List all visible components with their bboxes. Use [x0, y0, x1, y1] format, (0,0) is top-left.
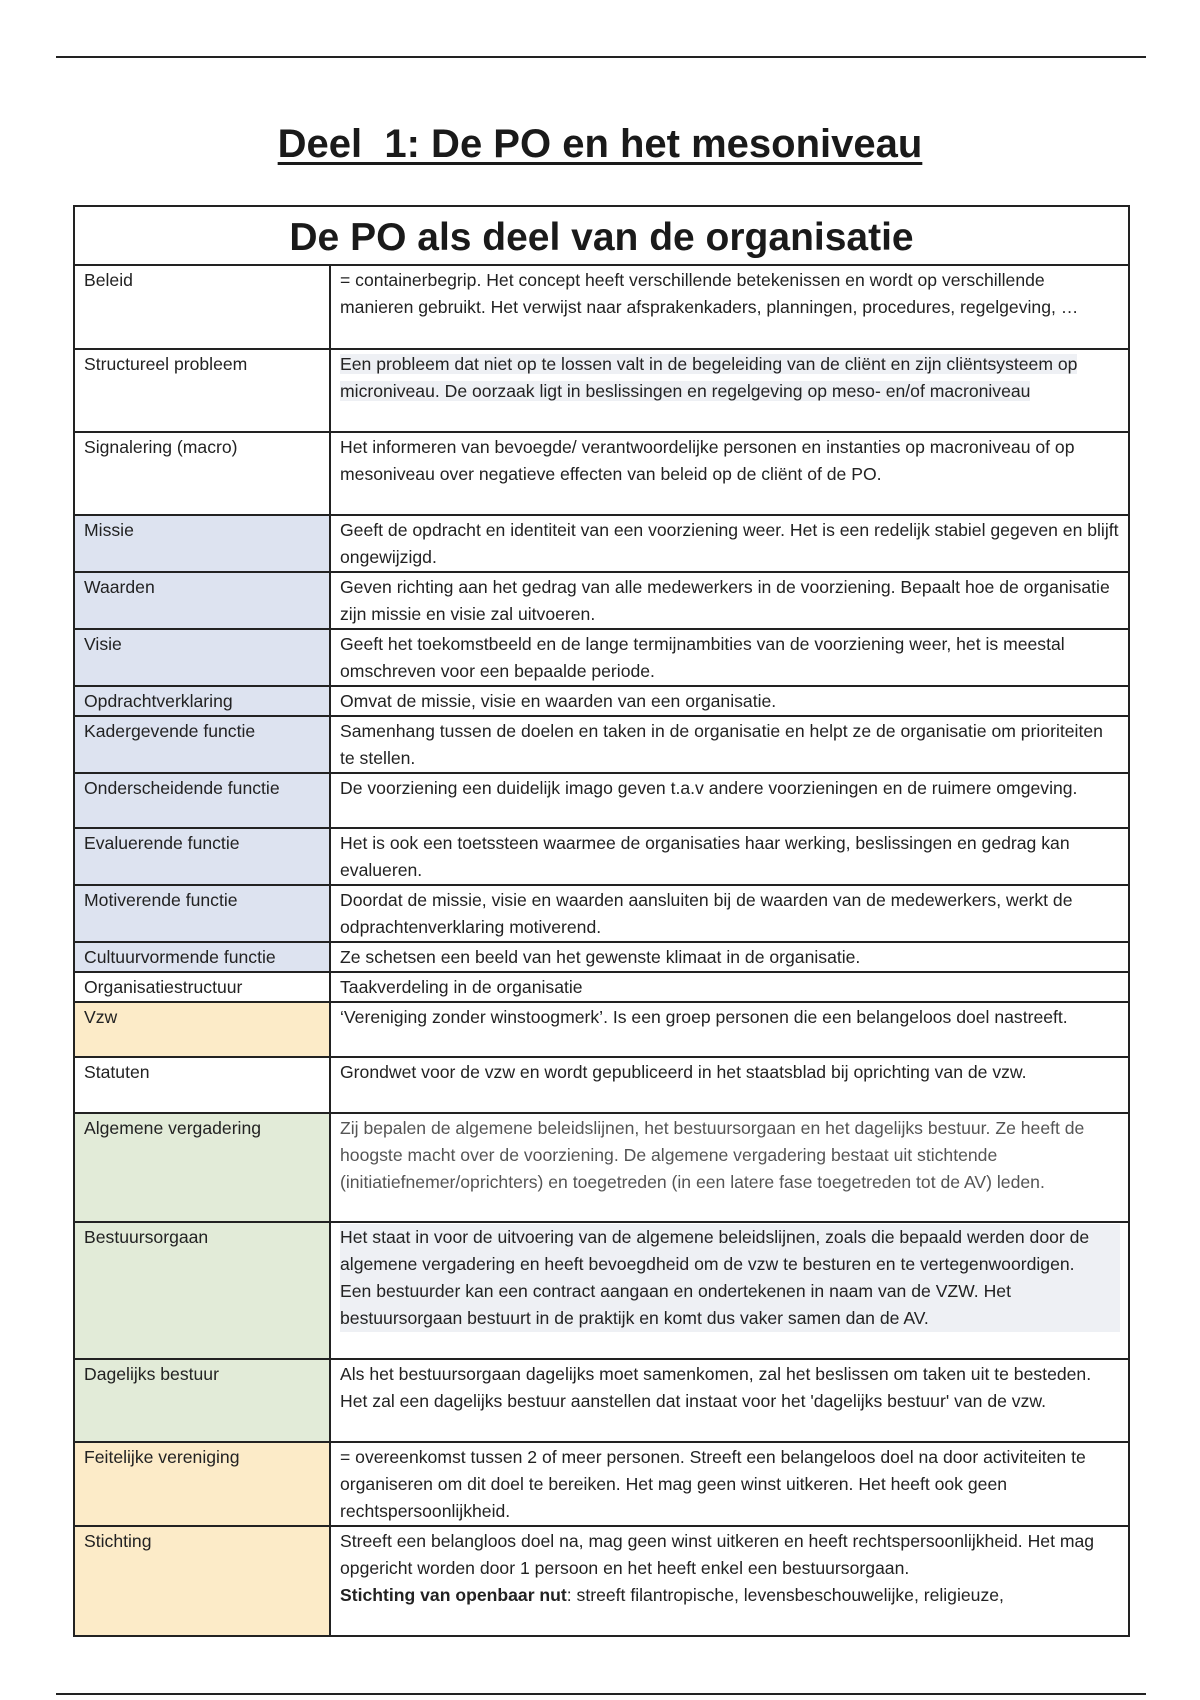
term-cell: Missie	[74, 515, 330, 572]
definition-tail: : streeft filantropische, levensbeschouwelijke, religieuze,	[566, 1585, 1004, 1605]
definition-cell: Als het bestuursorgaan dagelijks moet samenkomen, zal het beslissen om taken uit te besteden. Het zal een dagelijks bestuur aanstellen dat instaat voor het 'dagelijks bestuur' van de vzw.	[330, 1359, 1129, 1442]
table-row	[74, 885, 1129, 942]
table-row	[74, 1442, 1129, 1526]
term-cell: Bestuursorgaan	[74, 1222, 330, 1359]
term-cell: Signalering (macro)	[74, 432, 330, 515]
table-row	[74, 942, 1129, 972]
term-cell: Motiverende functie	[74, 885, 330, 942]
definition-paragraph: Streeft een belangloos doel na, mag geen winst uitkeren en heeft rechtspersoonlijkheid. Het mag opgericht worden door 1 persoon en het heeft enkel een bestuursorgaan.	[340, 1531, 1095, 1578]
table-row	[74, 349, 1129, 432]
term-cell: Algemene vergadering	[74, 1113, 330, 1222]
definition-cell: Ze schetsen een beeld van het gewenste klimaat in de organisatie.	[330, 942, 1129, 972]
table-title-row	[74, 206, 1129, 265]
definition-cell: Geeft het toekomstbeeld en de lange termijnambities van de voorziening weer, het is meestal omschreven voor een bepaalde periode.	[330, 629, 1129, 686]
definition-paragraph: Het staat in voor de uitvoering van de algemene beleidslijnen, zoals die bepaald werden door de algemene vergadering en heeft bevoegdheid om de vzw te besturen en te vertegenwoordigen.	[340, 1224, 1120, 1278]
bold-term: Stichting van openbaar nut	[340, 1585, 567, 1605]
term-cell: Statuten	[74, 1057, 330, 1113]
term-cell: Waarden	[74, 572, 330, 629]
definition-cell: Samenhang tussen de doelen en taken in de organisatie en helpt ze de organisatie om prioriteiten te stellen.	[330, 716, 1129, 773]
term-cell: Dagelijks bestuur	[74, 1359, 330, 1442]
term-cell: Organisatiestructuur	[74, 972, 330, 1002]
term-cell: Onderscheidende functie	[74, 773, 330, 828]
definition-cell: Omvat de missie, visie en waarden van een organisatie.	[330, 686, 1129, 716]
footer-rule	[56, 1693, 1146, 1695]
table-row	[74, 773, 1129, 828]
definition-paragraph	[340, 1582, 1120, 1609]
definition-cell: Doordat de missie, visie en waarden aansluiten bij de waarden van de medewerkers, werkt de odprachtenverklaring motiverend.	[330, 885, 1129, 942]
table-row	[74, 432, 1129, 515]
definition-cell: Grondwet voor de vzw en wordt gepubliceerd in het staatsblad bij oprichting van de vzw.	[330, 1057, 1129, 1113]
definition-cell: Geven richting aan het gedrag van alle medewerkers in de voorziening. Bepaalt hoe de organisatie zijn missie en visie zal uitvoeren.	[330, 572, 1129, 629]
table-title: De PO als deel van de organisatie	[74, 206, 1129, 265]
table-row	[74, 686, 1129, 716]
table-row	[74, 1222, 1129, 1359]
table-row	[74, 828, 1129, 885]
highlighted-text: Een probleem dat niet op te lossen valt in de begeleiding van de cliënt en zijn cliëntsysteem op microniveau. De oorzaak ligt in beslissingen en regelgeving op meso- en/of macroniveau	[340, 354, 1078, 401]
term-cell: Structureel probleem	[74, 349, 330, 432]
table-row	[74, 716, 1129, 773]
table-row	[74, 1113, 1129, 1222]
term-cell: Visie	[74, 629, 330, 686]
table-row	[74, 572, 1129, 629]
definition-cell	[330, 349, 1129, 432]
term-cell: Opdrachtverklaring	[74, 686, 330, 716]
definition-cell	[330, 1222, 1129, 1359]
glossary-table	[73, 205, 1130, 1637]
definition-cell: Geeft de opdracht en identiteit van een voorziening weer. Het is een redelijk stabiel gegeven en blijft ongewijzigd.	[330, 515, 1129, 572]
term-cell: Kadergevende functie	[74, 716, 330, 773]
table-row	[74, 629, 1129, 686]
table-row	[74, 515, 1129, 572]
definition-cell: = containerbegrip. Het concept heeft verschillende betekenissen en wordt op verschillende manieren gebruikt. Het verwijst naar afsprakenkaders, planningen, procedures, regelgeving, …	[330, 265, 1129, 349]
table-row	[74, 1526, 1129, 1636]
table-row	[74, 1002, 1129, 1057]
table-row	[74, 1359, 1129, 1442]
definition-cell: De voorziening een duidelijk imago geven t.a.v andere voorzieningen en de ruimere omgeving.	[330, 773, 1129, 828]
definition-cell	[330, 1526, 1129, 1636]
definition-cell: Het informeren van bevoegde/ verantwoordelijke personen en instanties op macroniveau of op mesoniveau over negatieve effecten van beleid op de cliënt of de PO.	[330, 432, 1129, 515]
term-cell: Beleid	[74, 265, 330, 349]
header-rule	[56, 56, 1146, 58]
definition-paragraph: Een bestuurder kan een contract aangaan en ondertekenen in naam van de VZW. Het bestuursorgaan bestuurt in de praktijk en komt dus vaker samen dan de AV.	[340, 1278, 1120, 1332]
definition-cell: Taakverdeling in de organisatie	[330, 972, 1129, 1002]
table-row	[74, 972, 1129, 1002]
definition-cell: Zij bepalen de algemene beleidslijnen, het bestuursorgaan en het dagelijks bestuur. Ze heeft de hoogste macht over de voorziening. De algemene vergadering bestaat uit stichtende (initiatiefnemer/oprichters) en toegetreden (in een latere fase toegetreden tot de AV) leden.	[330, 1113, 1129, 1222]
definition-cell: = overeenkomst tussen 2 of meer personen. Streeft een belangeloos doel na door activiteiten te organiseren om dit doel te bereiken. Het mag geen winst uitkeren. Het heeft ook geen rechtspersoonlijkheid.	[330, 1442, 1129, 1526]
definition-cell: ‘Vereniging zonder winstoogmerk’. Is een groep personen die een belangeloos doel nastreeft.	[330, 1002, 1129, 1057]
term-cell: Stichting	[74, 1526, 330, 1636]
term-cell: Vzw	[74, 1002, 330, 1057]
term-cell: Evaluerende functie	[74, 828, 330, 885]
definition-cell: Het is ook een toetssteen waarmee de organisaties haar werking, beslissingen en gedrag kan evalueren.	[330, 828, 1129, 885]
table-row	[74, 265, 1129, 349]
table-row	[74, 1057, 1129, 1113]
page-title: Deel 1: De PO en het mesoniveau	[277, 122, 923, 166]
term-cell: Cultuurvormende functie	[74, 942, 330, 972]
term-cell: Feitelijke vereniging	[74, 1442, 330, 1526]
